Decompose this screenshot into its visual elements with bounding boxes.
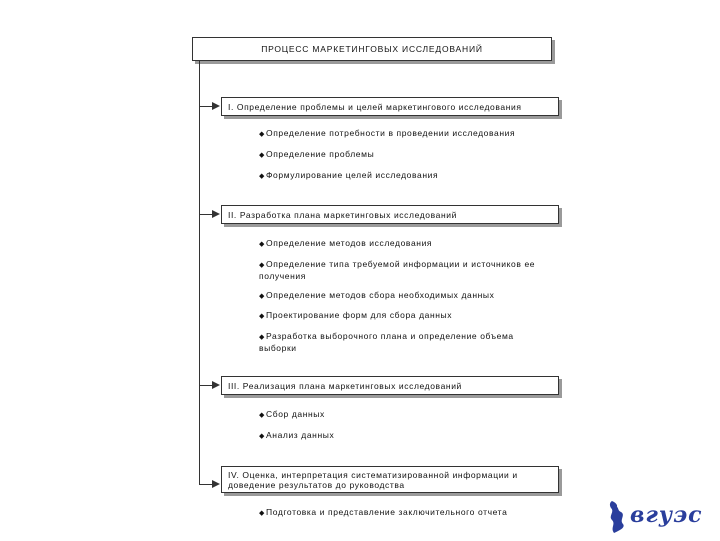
connector-branch-1 — [199, 106, 213, 107]
section-2-item: ◆Проектирование форм для сбора данных — [259, 310, 453, 320]
section-3-box — [221, 376, 559, 395]
arrow-right-icon — [212, 480, 220, 488]
bullet-icon: ◆ — [259, 131, 265, 138]
section-2-box — [221, 205, 559, 224]
connector-branch-4 — [199, 484, 213, 485]
section-2-item: ◆Разработка выборочного плана и определение объема выборки — [259, 331, 514, 353]
section-1-box — [221, 97, 559, 116]
logo-text: вгуэс — [630, 502, 703, 528]
bullet-icon: ◆ — [259, 412, 265, 419]
section-4-box — [221, 466, 559, 493]
arrow-right-icon — [212, 210, 220, 218]
bullet-icon: ◆ — [259, 510, 265, 517]
bullet-icon: ◆ — [259, 152, 265, 159]
section-2-item: ◆Определение методов сбора необходимых данных — [259, 290, 495, 300]
bullet-icon: ◆ — [259, 262, 265, 269]
bullet-icon: ◆ — [259, 173, 265, 180]
diagram-title: ПРОЦЕСС МАРКЕТИНГОВЫХ ИССЛЕДОВАНИЙ — [261, 44, 483, 54]
section-1-heading: I. Определение проблемы и целей маркетингового исследования — [228, 102, 522, 112]
section-2-item: ◆Определение методов исследования — [259, 238, 433, 248]
section-1-item: ◆Формулирование целей исследования — [259, 170, 439, 180]
section-1-item: ◆Определение проблемы — [259, 149, 375, 159]
diagram-title-box — [192, 37, 552, 61]
bullet-icon: ◆ — [259, 293, 265, 300]
connector-branch-2 — [199, 214, 213, 215]
section-3-item: ◆Сбор данных — [259, 409, 325, 419]
connector-branch-3 — [199, 385, 213, 386]
bullet-icon: ◆ — [259, 241, 265, 248]
bullet-icon: ◆ — [259, 313, 265, 320]
bullet-icon: ◆ — [259, 433, 265, 440]
section-2-item: ◆Определение типа требуемой информации и источников ее получения — [259, 259, 536, 281]
connector-spine — [199, 61, 200, 484]
logo-emblem-icon — [606, 498, 630, 536]
arrow-right-icon — [212, 102, 220, 110]
section-1-item: ◆Определение потребности в проведении исследования — [259, 128, 516, 138]
section-3-heading: III. Реализация плана маркетинговых исследований — [228, 381, 462, 391]
bullet-icon: ◆ — [259, 334, 265, 341]
section-3-item: ◆Анализ данных — [259, 430, 335, 440]
section-4-item: ◆Подготовка и представление заключительного отчета — [259, 507, 508, 517]
university-logo — [606, 498, 703, 536]
section-2-heading: II. Разработка плана маркетинговых исследований — [228, 210, 457, 220]
section-4-heading: IV. Оценка, интерпретация систематизированной информации и доведение результатов до руководства — [228, 470, 518, 490]
arrow-right-icon — [212, 381, 220, 389]
